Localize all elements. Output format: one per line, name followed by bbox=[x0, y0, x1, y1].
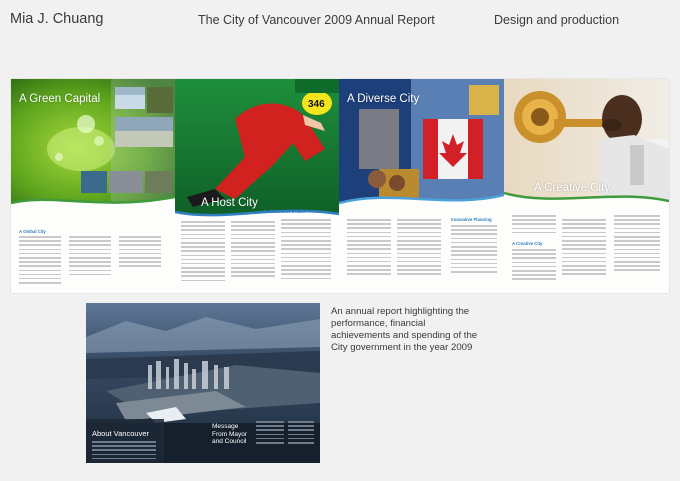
panel-subhead: An Economic Leader bbox=[263, 209, 306, 214]
panel-title: A Green Capital bbox=[19, 93, 101, 105]
panel-host-city bbox=[175, 79, 339, 293]
body-text-block bbox=[69, 236, 111, 278]
wave-divider bbox=[11, 191, 175, 211]
body-text-block bbox=[231, 221, 275, 280]
annual-report-spread-image bbox=[11, 79, 669, 293]
project-description: An annual report highlighting the performance, financial achievements and spending of the City government in the year 2009 bbox=[331, 306, 478, 353]
panel-diverse-city bbox=[339, 79, 504, 293]
body-text-block bbox=[256, 421, 284, 446]
body-text-block bbox=[92, 441, 156, 462]
body-text-block bbox=[347, 219, 391, 278]
message-title: Message From Mayor and Council bbox=[212, 423, 248, 445]
panel-title: A Creative City bbox=[534, 182, 611, 194]
panel-subhead: A Creative City bbox=[512, 241, 543, 246]
panel-subhead: A Global City bbox=[19, 229, 46, 234]
body-text-block bbox=[512, 249, 556, 283]
about-vancouver-spread-image bbox=[86, 303, 320, 463]
panel-subhead: Innovative Planning bbox=[451, 217, 492, 222]
panel-creative-city bbox=[504, 79, 669, 293]
bib-number: 346 bbox=[308, 99, 325, 110]
designer-name: Mia J. Chuang bbox=[10, 11, 104, 27]
panel-green-capital bbox=[11, 79, 175, 293]
panel-title: A Diverse City bbox=[347, 93, 420, 105]
project-title: The City of Vancouver 2009 Annual Report bbox=[198, 13, 435, 27]
body-text-block bbox=[119, 236, 161, 270]
body-text-block bbox=[512, 215, 556, 236]
body-text-block bbox=[614, 215, 660, 274]
section-label: Design and production bbox=[494, 13, 620, 27]
body-text-block bbox=[562, 219, 606, 278]
panel-title: A Host City bbox=[201, 197, 258, 209]
body-text-block bbox=[451, 225, 497, 275]
body-text-block bbox=[181, 221, 225, 284]
body-text-block bbox=[19, 236, 61, 286]
about-title: About Vancouver bbox=[92, 429, 149, 438]
body-text-block bbox=[281, 219, 331, 282]
wave-divider bbox=[339, 189, 504, 209]
body-text-block bbox=[397, 219, 441, 278]
body-text-block bbox=[288, 421, 314, 446]
